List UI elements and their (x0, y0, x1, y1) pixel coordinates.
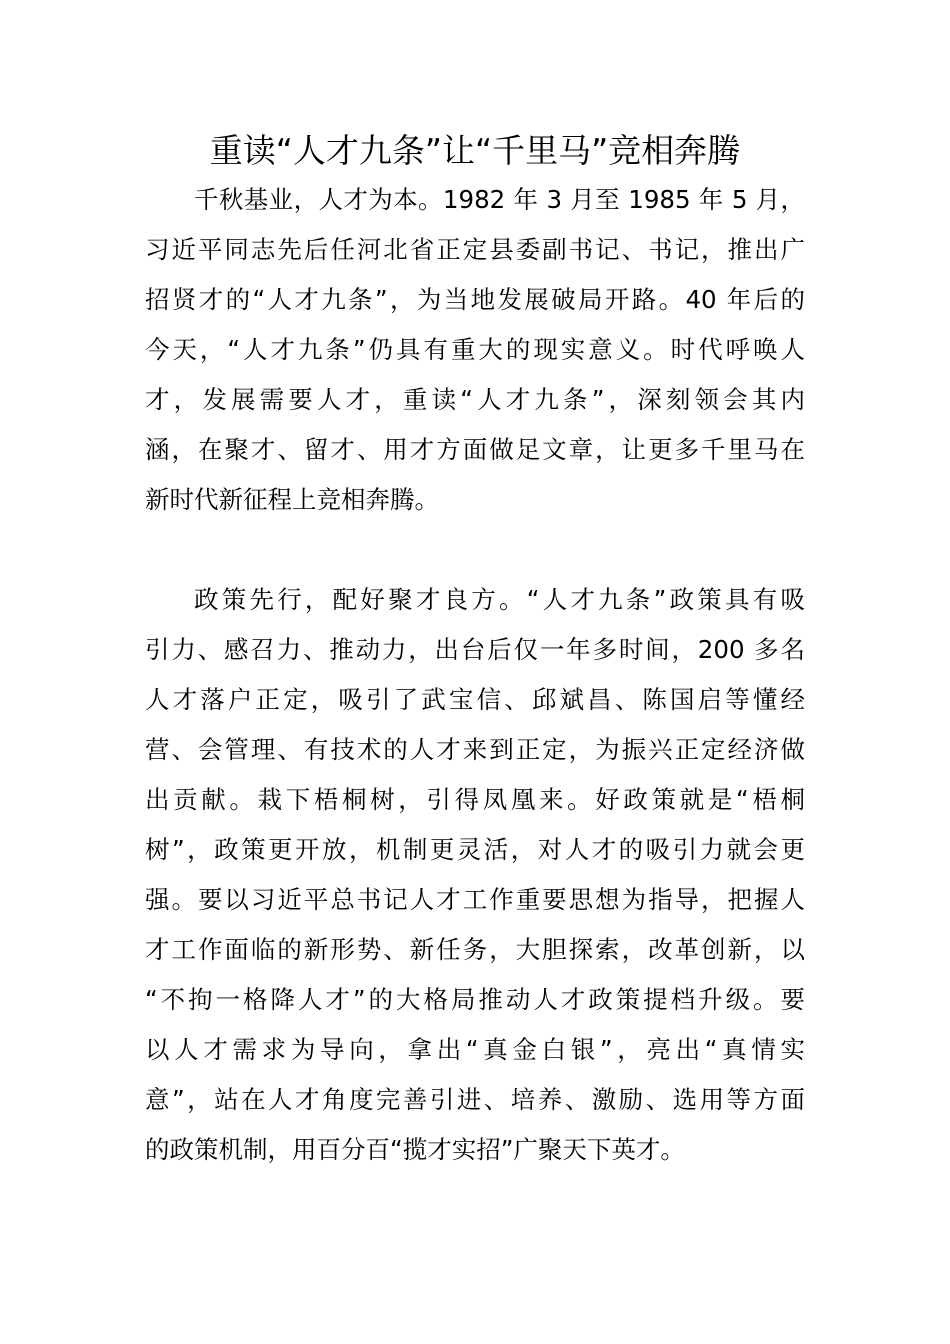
paragraph-2-line-4: 营、会管理、有技术的人才来到正定，为振兴正定经济做 (145, 735, 805, 764)
paragraph-1-line-4: 今天，“人才九条”仍具有重大的现实意义。时代呼唤人 (145, 335, 805, 364)
paragraph-2-line-11: 意”，站在人才角度完善引进、培养、激励、选用等方面 (145, 1085, 805, 1114)
paragraph-2-line-3: 人才落户正定，吸引了武宝信、邱斌昌、陈国启等懂经 (145, 685, 805, 714)
paragraph-1-line-3: 招贤才的“人才九条”，为当地发展破局开路。40 年后的 (145, 285, 805, 314)
paragraph-1-line-2: 习近平同志先后任河北省正定县委副书记、书记，推出广 (145, 235, 805, 264)
paragraph-2-line-10: 以人才需求为导向，拿出“真金白银”，亮出“真情实 (145, 1035, 805, 1064)
paragraph-1-line-5: 才，发展需要人才，重读“人才九条”，深刻领会其内 (145, 385, 805, 414)
paragraph-2-line-5: 出贡献。栽下梧桐树，引得凤凰来。好政策就是“梧桐 (145, 785, 805, 814)
paragraph-2-line-6: 树”，政策更开放，机制更灵活，对人才的吸引力就会更 (145, 835, 805, 864)
paragraph-2-line-7: 强。要以习近平总书记人才工作重要思想为指导，把握人 (145, 885, 805, 914)
paragraph-2-line-1: 政策先行，配好聚才良方。“人才九条”政策具有吸 (194, 585, 805, 614)
paragraph-1-line-1: 千秋基业，人才为本。1982 年 3 月至 1985 年 5 月， (194, 185, 805, 214)
paragraph-2-line-8: 才工作面临的新形势、新任务，大胆探索，改革创新，以 (145, 935, 805, 964)
paragraph-2-line-2: 引力、感召力、推动力，出台后仅一年多时间，200 多名 (145, 635, 805, 664)
paragraph-2-line-12: 的政策机制，用百分百“揽才实招”广聚天下英才。 (145, 1135, 685, 1164)
paragraph-1-line-6: 涵，在聚才、留才、用才方面做足文章，让更多千里马在 (145, 435, 805, 464)
paragraph-2-line-9: “不拘一格降人才”的大格局推动人才政策提档升级。要 (145, 985, 805, 1014)
document-title: 重读“人才九条”让“千里马”竞相奔腾 (209, 131, 741, 170)
paragraph-1-line-7: 新时代新征程上竞相奔腾。 (145, 485, 439, 514)
